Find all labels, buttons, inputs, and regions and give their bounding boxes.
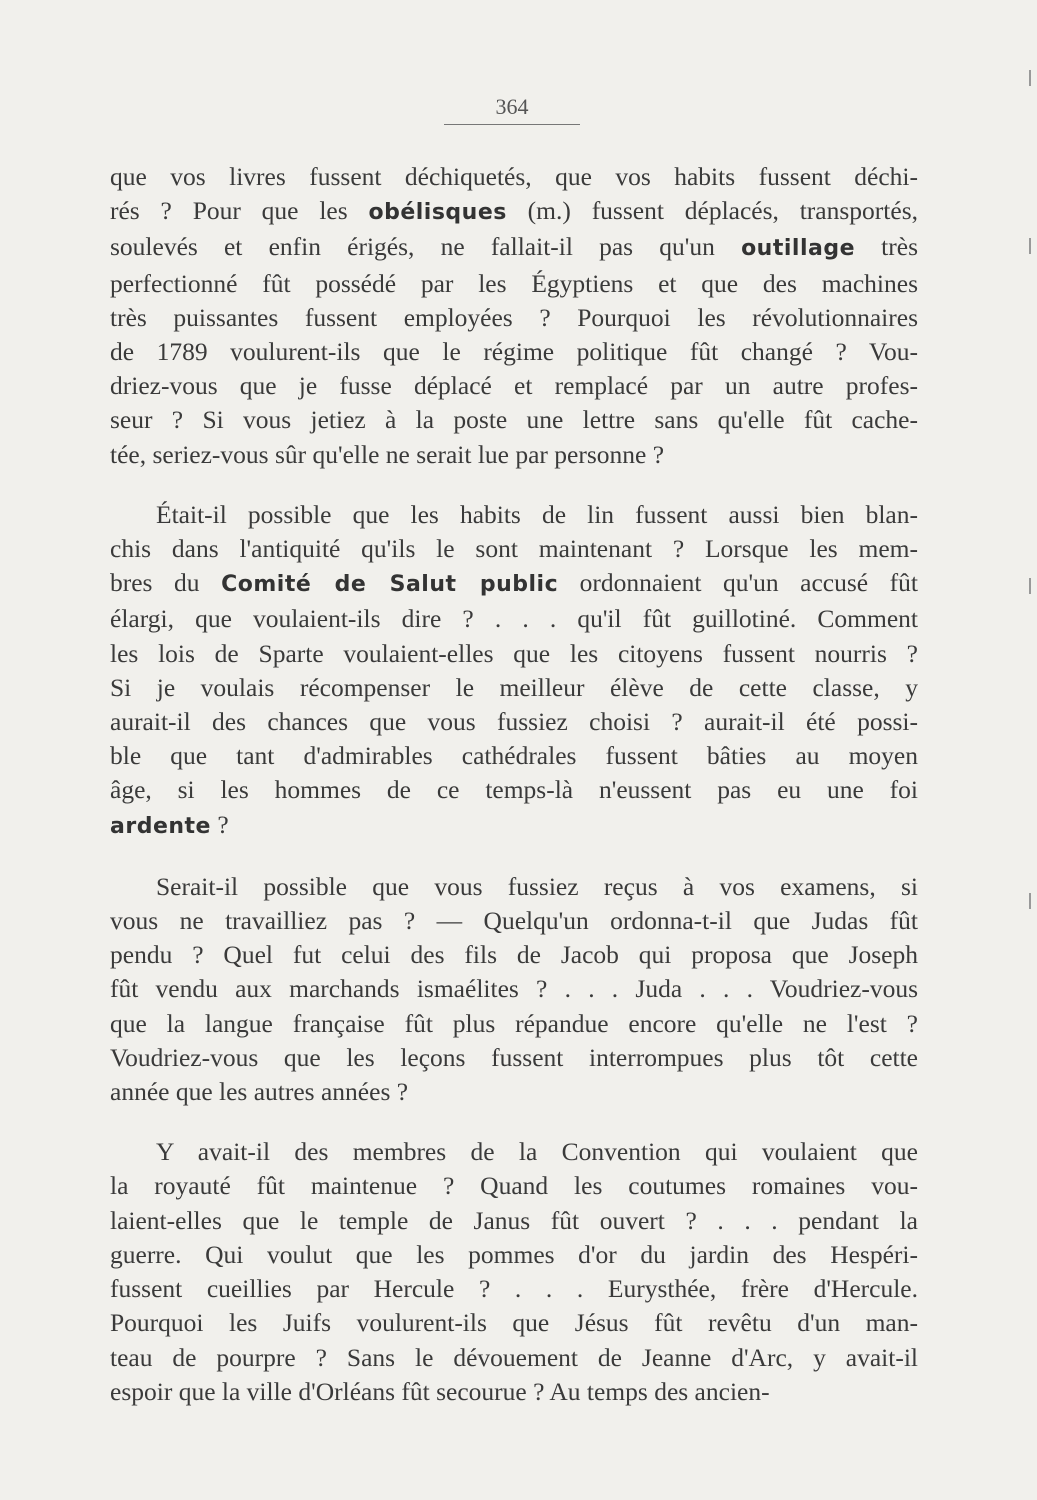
text-run: âge, si les hommes de ce temps-là n'eussent pas eu une foi xyxy=(110,775,918,805)
edge-mark xyxy=(1029,70,1031,86)
text-run: rés ? Pour que les xyxy=(110,196,369,226)
paragraph xyxy=(110,1135,918,1409)
text-line xyxy=(110,230,918,266)
paragraph xyxy=(110,498,918,844)
text-run: teau de pourpre ? Sans le dévouement de Jeanne d'Arc, y avait-il xyxy=(110,1342,918,1372)
text-line xyxy=(110,904,918,938)
body-text xyxy=(110,160,918,1409)
text-line xyxy=(110,1007,918,1041)
text-line xyxy=(110,369,918,403)
text-run: ? xyxy=(210,809,229,839)
text-run: guerre. Qui voulut que les pommes d'or du jardin des Hespéri- xyxy=(110,1239,918,1269)
text-run: Voudriez-vous que les leçons fussent interrompues plus tôt cette xyxy=(110,1042,918,1072)
text-run: année que les autres années ? xyxy=(110,1077,409,1107)
text-run: chis dans l'antiquité qu'ils le sont maintenant ? Lorsque les mem- xyxy=(110,534,918,564)
text-run: driez-vous que je fusse déplacé et remplacé par un autre profes- xyxy=(110,371,918,401)
text-run: fût vendu aux marchands ismaélites ? . . . Juda . . . Voudriez-vous xyxy=(110,974,918,1004)
text-line xyxy=(110,403,918,437)
text-line xyxy=(110,267,918,301)
text-line xyxy=(110,808,918,844)
text-run: laient-elles que le temple de Janus fût ouvert ? . . . pendant la xyxy=(110,1205,918,1235)
text-run: élargi, que voulaient-ils dire ? . . . qu'il fût guillotiné. Comment xyxy=(110,604,918,634)
text-run: vous ne travailliez pas ? — Quelqu'un ordonna-t-il que Judas fût xyxy=(110,906,918,936)
text-run: très xyxy=(855,232,918,262)
text-line xyxy=(110,637,918,671)
text-line xyxy=(110,1341,918,1375)
text-line xyxy=(110,1238,918,1272)
text-line xyxy=(110,160,918,194)
text-run: espoir que la ville d'Orléans fût secourue ? Au temps des ancien- xyxy=(110,1376,770,1406)
text-run: perfectionné fût possédé par les Égyptiens et que des machines xyxy=(110,268,918,298)
text-line xyxy=(110,1272,918,1306)
text-line xyxy=(110,972,918,1006)
emphasized-term: Comité de Salut public xyxy=(221,572,559,598)
edge-mark xyxy=(1029,893,1031,909)
text-run: Pourquoi les Juifs voulurent-ils que Jésus fût revêtu d'un man- xyxy=(110,1308,918,1338)
text-line xyxy=(110,602,918,636)
text-line xyxy=(110,194,918,230)
text-run: ordonnaient qu'un accusé fût xyxy=(558,568,918,598)
text-run: Y avait-il des membres de la Convention qui voulaient que xyxy=(156,1137,918,1167)
text-line xyxy=(110,301,918,335)
text-line xyxy=(110,1075,918,1109)
text-run: tée, seriez-vous sûr qu'elle ne serait lue par personne ? xyxy=(110,439,665,469)
text-run: Était-il possible que les habits de lin fussent aussi bien blan- xyxy=(156,499,918,529)
text-run: ble que tant d'admirables cathédrales fussent bâties au moyen xyxy=(110,741,918,771)
text-line xyxy=(110,532,918,566)
text-run: les lois de Sparte voulaient-elles que les citoyens fussent nourris ? xyxy=(110,638,918,668)
edge-mark xyxy=(1029,238,1031,254)
text-line xyxy=(110,1135,918,1169)
paragraph xyxy=(110,870,918,1109)
text-run: (m.) fussent déplacés, transportés, xyxy=(506,196,918,226)
text-run: soulevés et enfin érigés, ne fallait-il pas qu'un xyxy=(110,232,742,262)
text-line xyxy=(110,438,918,472)
text-run: que la langue française fût plus répandue encore qu'elle ne l'est ? xyxy=(110,1008,918,1038)
text-run: Si je voulais récompenser le meilleur élève de cette classe, y xyxy=(110,672,918,702)
text-line xyxy=(110,705,918,739)
paragraph-gap xyxy=(110,844,918,870)
text-line xyxy=(110,498,918,532)
text-line xyxy=(110,566,918,602)
page-number: 364 xyxy=(495,94,529,119)
text-run: que vos livres fussent déchiquetés, que vos habits fussent déchi- xyxy=(110,162,918,191)
text-run: seur ? Si vous jetiez à la poste une lettre sans qu'elle fût cache- xyxy=(110,405,918,435)
text-line xyxy=(110,671,918,705)
text-run: bres du xyxy=(110,568,222,598)
text-line xyxy=(110,1169,918,1203)
text-line xyxy=(110,1375,918,1409)
paragraph-gap xyxy=(110,1109,918,1135)
paragraph-gap xyxy=(110,472,918,498)
text-run: Serait-il possible que vous fussiez reçus à vos examens, si xyxy=(156,871,918,901)
edge-mark xyxy=(1029,578,1031,594)
text-run: aurait-il des chances que vous fussiez choisi ? aurait-il été possi- xyxy=(110,707,918,737)
text-line xyxy=(110,1204,918,1238)
paragraph xyxy=(110,160,918,472)
emphasized-term: obélisques xyxy=(368,200,507,226)
text-run: très puissantes fussent employées ? Pourquoi les révolutionnaires xyxy=(110,302,918,332)
text-line xyxy=(110,938,918,972)
emphasized-term: ardente xyxy=(110,813,211,839)
text-line xyxy=(110,335,918,369)
text-run: la royauté fût maintenue ? Quand les coutumes romaines vou- xyxy=(110,1171,918,1201)
emphasized-term: outillage xyxy=(741,236,855,262)
text-line xyxy=(110,1041,918,1075)
text-line xyxy=(110,773,918,807)
text-line xyxy=(110,1306,918,1340)
text-line xyxy=(110,739,918,773)
text-run: pendu ? Quel fut celui des fils de Jacob qui proposa que Joseph xyxy=(110,940,918,970)
header-rule xyxy=(444,124,580,125)
text-run: de 1789 voulurent-ils que le régime politique fût changé ? Vou- xyxy=(110,337,918,367)
text-line xyxy=(110,870,918,904)
text-run: fussent cueillies par Hercule ? . . . Eurysthée, frère d'Hercule. xyxy=(110,1274,918,1304)
